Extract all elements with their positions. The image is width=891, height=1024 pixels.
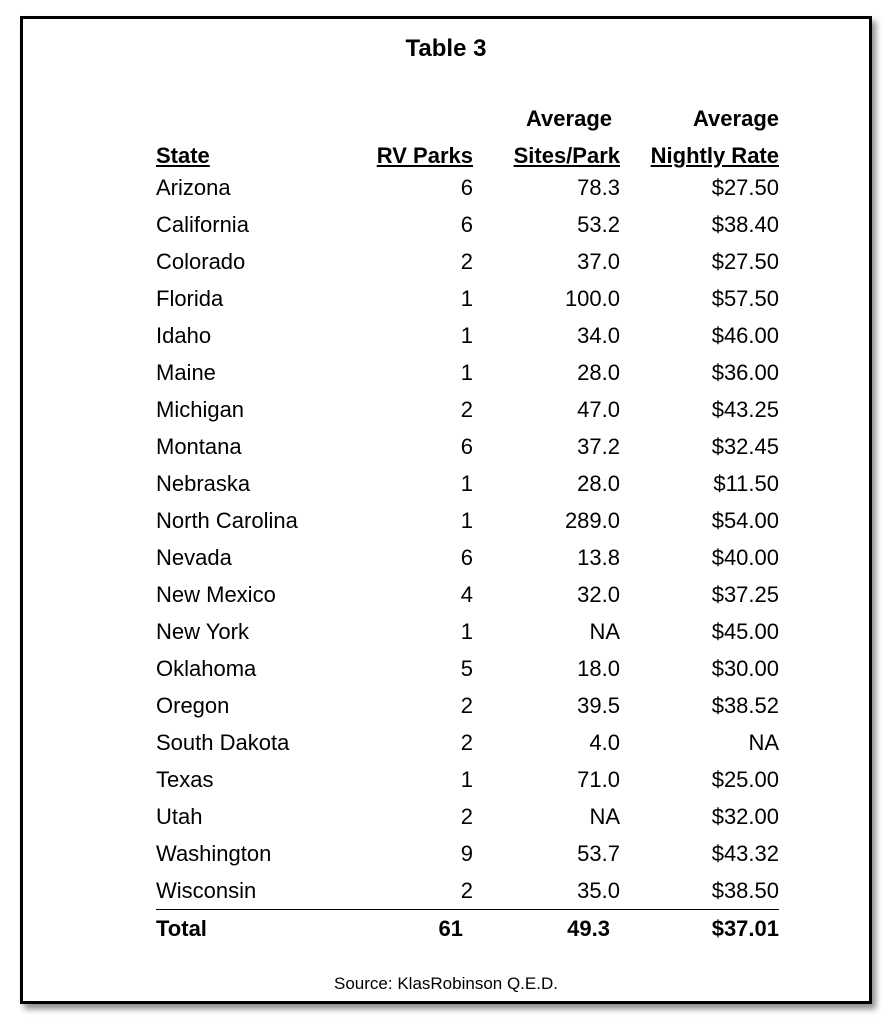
header-sites-line1: Average <box>525 106 612 131</box>
cell-rv-parks: 6 <box>460 174 473 200</box>
table-title: Table 3 <box>405 35 487 62</box>
cell-rate: NA <box>748 729 779 755</box>
source-note: Source: KlasRobinson Q.E.D. <box>334 974 558 993</box>
cell-rate: $27.50 <box>711 174 779 200</box>
table-row <box>156 798 779 835</box>
cell-rate: $25.00 <box>711 766 779 792</box>
header-rv-parks <box>356 132 473 169</box>
cell-state: Maine <box>156 359 216 385</box>
total-rate: $37.01 <box>620 910 779 949</box>
table-body <box>156 169 779 910</box>
cell-state: Oklahoma <box>156 655 257 681</box>
cell-state: New York <box>156 618 249 644</box>
cell-rv-parks: 2 <box>460 396 473 422</box>
cell-state: Montana <box>156 433 242 459</box>
cell-rv-parks: 1 <box>460 322 473 348</box>
table-row <box>156 724 779 761</box>
table-frame <box>20 16 872 1004</box>
table-row <box>156 687 779 724</box>
header-row-top <box>156 95 779 132</box>
cell-sites: 4.0 <box>589 729 620 755</box>
cell-sites: 37.2 <box>577 433 620 459</box>
cell-sites: 39.5 <box>577 692 620 718</box>
cell-sites: NA <box>589 618 620 644</box>
cell-sites: 47.0 <box>577 396 620 422</box>
cell-rv-parks: 2 <box>460 803 473 829</box>
cell-sites: 37.0 <box>577 248 620 274</box>
cell-rv-parks: 1 <box>460 507 473 533</box>
header-rate-line1: Average <box>692 106 779 131</box>
cell-state: Wisconsin <box>156 877 257 903</box>
cell-sites: 13.8 <box>577 544 620 570</box>
cell-sites: 34.0 <box>577 322 620 348</box>
table-row <box>156 428 779 465</box>
cell-sites: 71.0 <box>577 766 620 792</box>
table-row <box>156 317 779 354</box>
cell-sites: 32.0 <box>577 581 620 607</box>
cell-state: Washington <box>156 840 272 866</box>
table-row <box>156 354 779 391</box>
header-sites <box>473 132 620 169</box>
cell-state: Idaho <box>156 322 212 348</box>
cell-sites: 289.0 <box>564 507 620 533</box>
cell-state: Michigan <box>156 396 245 422</box>
cell-rv-parks: 2 <box>460 877 473 903</box>
cell-sites: 53.2 <box>577 211 620 237</box>
cell-sites: 28.0 <box>577 470 620 496</box>
table-row <box>156 835 779 872</box>
cell-rate: $37.25 <box>711 581 779 607</box>
table-row <box>156 465 779 502</box>
cell-rate: $43.25 <box>711 396 779 422</box>
cell-state: Utah <box>156 803 203 829</box>
cell-rate: $45.00 <box>711 618 779 644</box>
cell-rv-parks: 6 <box>460 433 473 459</box>
cell-rv-parks: 2 <box>460 692 473 718</box>
table-row <box>156 539 779 576</box>
cell-rate: $36.00 <box>711 359 779 385</box>
cell-rv-parks: 6 <box>460 544 473 570</box>
cell-rv-parks: 1 <box>460 359 473 385</box>
total-sites: 49.3 <box>473 910 620 949</box>
cell-rv-parks: 1 <box>460 285 473 311</box>
header-sites-label: Sites/Park <box>513 143 620 168</box>
cell-state: New Mexico <box>156 581 276 607</box>
cell-rv-parks: 1 <box>460 470 473 496</box>
table-row <box>156 613 779 650</box>
cell-rate: $11.50 <box>713 470 779 496</box>
cell-rv-parks: 4 <box>460 581 473 607</box>
cell-state: Arizona <box>156 174 231 200</box>
header-rv-parks-line1 <box>356 95 473 132</box>
cell-state: California <box>156 211 249 237</box>
cell-state: Florida <box>156 285 224 311</box>
table-row <box>156 761 779 798</box>
cell-sites: 78.3 <box>577 174 620 200</box>
table-row <box>156 502 779 539</box>
cell-rv-parks: 5 <box>460 655 473 681</box>
cell-rate: $27.50 <box>711 248 779 274</box>
table-row <box>156 206 779 243</box>
cell-rate: $54.00 <box>711 507 779 533</box>
cell-sites: 18.0 <box>577 655 620 681</box>
table-row <box>156 576 779 613</box>
cell-rv-parks: 6 <box>460 211 473 237</box>
header-state-label: State <box>156 143 210 168</box>
header-state-line1 <box>156 95 356 132</box>
table-row <box>156 650 779 687</box>
cell-rv-parks: 1 <box>460 766 473 792</box>
cell-state: Nebraska <box>156 470 251 496</box>
total-rv-parks: 61 <box>356 910 473 949</box>
header-state <box>156 132 356 169</box>
cell-rv-parks: 2 <box>460 248 473 274</box>
cell-rv-parks: 1 <box>460 618 473 644</box>
cell-rate: $38.50 <box>711 877 779 903</box>
table-row <box>156 243 779 280</box>
cell-rv-parks: 9 <box>460 840 473 866</box>
cell-sites: 53.7 <box>577 840 620 866</box>
header-rate-label: Nightly Rate <box>650 143 779 168</box>
cell-state: Colorado <box>156 248 246 274</box>
cell-sites: 100.0 <box>564 285 620 311</box>
header-rv-parks-label: RV Parks <box>376 143 473 168</box>
cell-rate: $32.00 <box>711 803 779 829</box>
cell-state: South Dakota <box>156 729 290 755</box>
cell-rate: $38.40 <box>711 211 779 237</box>
cell-state: North Carolina <box>156 507 298 533</box>
table-row <box>156 872 779 910</box>
header-row-bottom <box>156 132 779 169</box>
cell-rate: $43.32 <box>711 840 779 866</box>
total-label: Total <box>156 910 356 949</box>
table-row <box>156 169 779 206</box>
table-row <box>156 280 779 317</box>
cell-state: Oregon <box>156 692 230 718</box>
cell-rate: $57.50 <box>711 285 779 311</box>
cell-rate: $40.00 <box>711 544 779 570</box>
cell-rate: $46.00 <box>711 322 779 348</box>
rv-parks-table <box>156 95 779 948</box>
table-row <box>156 391 779 428</box>
cell-sites: NA <box>589 803 620 829</box>
cell-sites: 28.0 <box>577 359 620 385</box>
cell-rv-parks: 2 <box>460 729 473 755</box>
cell-rate: $38.52 <box>711 692 779 718</box>
cell-state: Nevada <box>156 544 232 570</box>
cell-rate: $30.00 <box>711 655 779 681</box>
total-row <box>156 910 779 949</box>
cell-sites: 35.0 <box>577 877 620 903</box>
header-rate <box>620 132 779 169</box>
cell-state: Texas <box>156 766 214 792</box>
cell-rate: $32.45 <box>711 433 779 459</box>
